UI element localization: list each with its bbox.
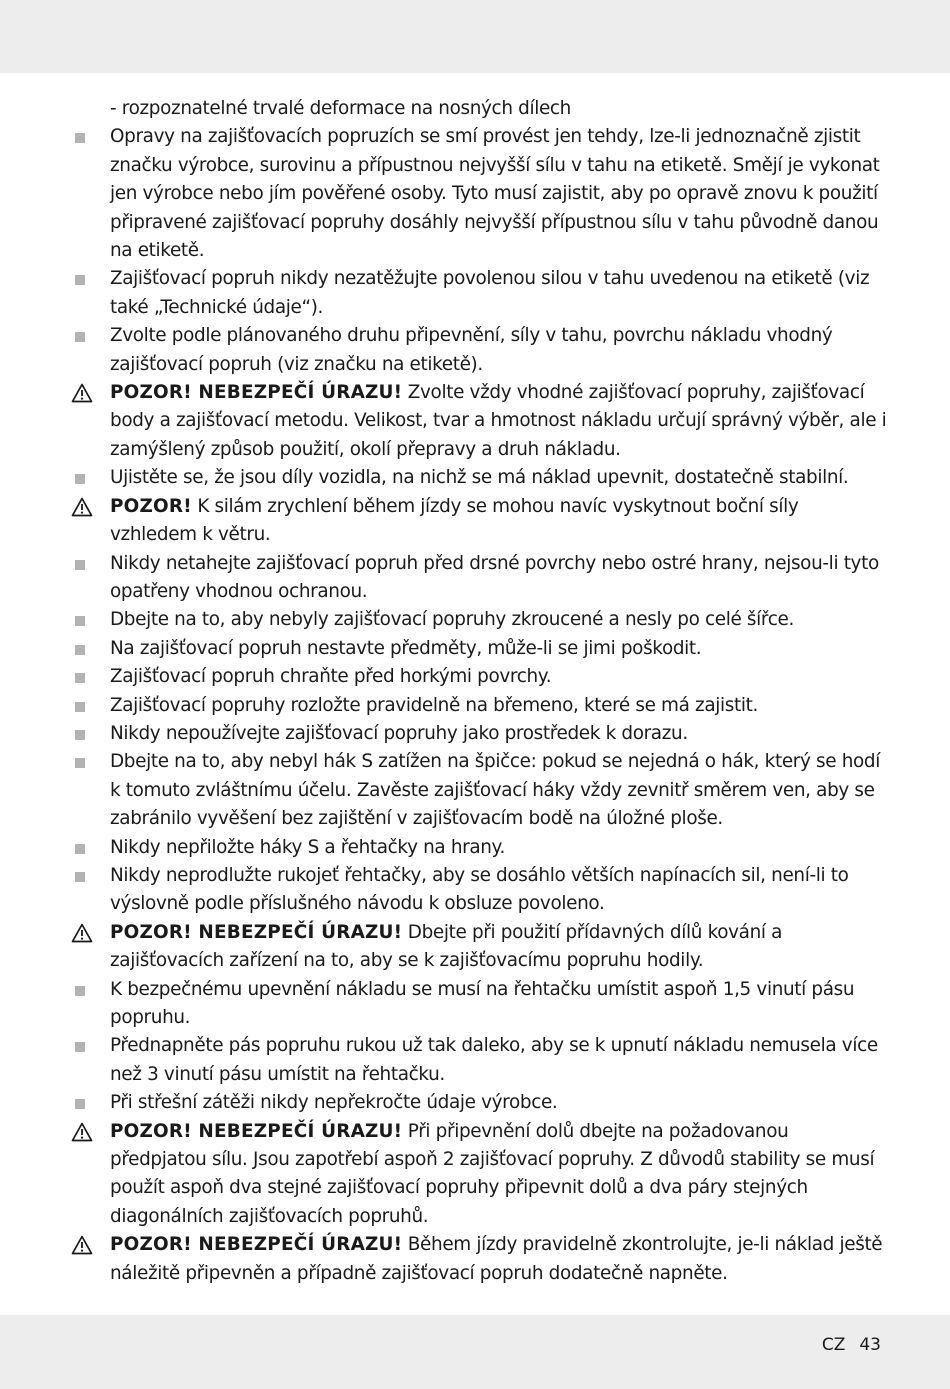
square-bullet-icon — [75, 474, 85, 484]
list-item — [0, 1032, 950, 1089]
warning-item — [0, 1231, 950, 1288]
list-item — [0, 976, 950, 1033]
list-item — [0, 606, 950, 634]
square-bullet-icon — [75, 872, 85, 882]
warning-item — [0, 919, 950, 976]
item-text: Opravy na zajišťovacích popruzích se smí provést jen tehdy, lze-li jednoznačně zjistit značku výrobce, surovinu a přípustnou nejvyšší sílu v tahu na etiketě. Smějí je vykonat jen výrobce nebo jím pověřené osoby. Tyto musí zajistit, aby po opravě znovu k použití připravené zajišťovací popruhy dosáhly nejvyšší přípustnou sílu v tahu původně danou na etiketě. — [110, 126, 880, 262]
list-item — [0, 692, 950, 720]
square-bullet-icon — [75, 730, 85, 740]
warning-label: POZOR! NEBEZPEČÍ ÚRAZU! — [110, 382, 403, 404]
square-bullet-icon — [75, 758, 85, 768]
item-text: Při připevnění dolů dbejte na požadovanou předpjatou sílu. Jsou zapotřebí aspoň 2 zajišťovací popruhy. Z důvodů stability se musí použít aspoň dva stejné zajišťovací popruhy připevnit dolů a dva páry stejných diagonálních zajišťovacích popruhů. — [110, 1120, 875, 1227]
warning-triangle-icon — [71, 1235, 93, 1255]
list-item — [0, 265, 950, 322]
warning-label: POZOR! NEBEZPEČÍ ÚRAZU! — [110, 1234, 403, 1256]
list-item — [0, 322, 950, 379]
list-item — [0, 720, 950, 748]
square-bullet-icon — [75, 275, 85, 285]
square-bullet-icon — [75, 616, 85, 626]
continuation-text — [0, 95, 950, 123]
item-text: K silám zrychlení během jízdy se mohou navíc vyskytnout boční síly vzhledem k větru. — [110, 495, 799, 546]
page-footer — [822, 1331, 881, 1359]
square-bullet-icon — [75, 844, 85, 854]
item-text: Nikdy neprodlužte rukojeť řehtačky, aby se dosáhlo větších napínacích sil, není-li to výslovně podle příslušného návodu k obsluze povoleno. — [110, 864, 849, 915]
warning-triangle-icon — [71, 923, 93, 943]
item-text: Nikdy netahejte zajišťovací popruh před drsné povrchy nebo ostré hrany, nejsou-li tyto opatřeny vhodnou ochranou. — [110, 552, 879, 602]
square-bullet-icon — [75, 1042, 85, 1052]
item-text: Zvolte vždy vhodné zajišťovací popruhy, zajišťovací body a zajišťovací metodu. Velikost, tvar a hmotnost nákladu určují správný výběr, ale i zamýšlený způsob použití, okolí přepravy a druh nákladu. — [110, 382, 887, 460]
page-number: 43 — [859, 1335, 881, 1355]
instructions-list — [0, 95, 950, 1288]
item-text: Během jízdy pravidelně zkontrolujte, je-li náklad ještě náležitě připevněn a případně zajišťovací popruh dodatečně napněte. — [110, 1234, 883, 1284]
square-bullet-icon — [75, 133, 85, 143]
item-text: Přednapněte pás popruhu rukou už tak daleko, aby se k upnutí nákladu nemusela více než 3 vinutí pásu umístit na řehtačku. — [110, 1035, 878, 1085]
item-text: Zajišťovací popruhy rozložte pravidelně na břemeno, které se má zajistit. — [110, 694, 758, 716]
warning-label: POZOR! NEBEZPEČÍ ÚRAZU! — [110, 1120, 403, 1142]
item-text: Zvolte podle plánovaného druhu připevnění, síly v tahu, povrchu nákladu vhodný zajišťovací popruh (viz značku na etiketě). — [110, 325, 833, 375]
square-bullet-icon — [75, 986, 85, 996]
list-item — [0, 862, 950, 919]
item-text: Na zajišťovací popruh nestavte předměty, může-li se jimi poškodit. — [110, 637, 702, 659]
item-text: Nikdy nepoužívejte zajišťovací popruhy jako prostředek k dorazu. — [110, 722, 688, 744]
square-bullet-icon — [75, 673, 85, 683]
list-item — [0, 550, 950, 607]
page-footer-band — [0, 1315, 950, 1389]
list-item — [0, 464, 950, 492]
warning-triangle-icon — [71, 497, 93, 517]
list-item — [0, 834, 950, 862]
square-bullet-icon — [75, 1099, 85, 1109]
list-item — [0, 123, 950, 265]
list-item — [0, 635, 950, 663]
item-text: Zajišťovací popruh nikdy nezatěžujte povolenou silou v tahu uvedenou na etiketě (viz také „Technické údaje“). — [110, 268, 870, 318]
warning-item — [0, 1118, 950, 1232]
warning-item — [0, 493, 950, 550]
list-item — [0, 663, 950, 691]
item-text: - rozpoznatelné trvalé deformace na nosných dílech — [110, 98, 571, 119]
item-text: Zajišťovací popruh chraňte před horkými povrchy. — [110, 666, 552, 688]
page-header-band — [0, 0, 950, 73]
item-text: Dbejte při použití přídavných dílů kování a zajišťovacích zařízení na to, aby se k zajišťovacímu popruhu hodily. — [110, 921, 783, 972]
item-text: Ujistěte se, že jsou díly vozidla, na nichž se má náklad upevnit, dostatečně stabilní. — [110, 467, 849, 489]
warning-triangle-icon — [71, 383, 93, 403]
square-bullet-icon — [75, 332, 85, 342]
warning-label: POZOR! NEBEZPEČÍ ÚRAZU! — [110, 921, 403, 943]
item-text: Dbejte na to, aby nebyl hák S zatížen na špičce: pokud se nejedná o hák, který se hodí k tomuto zvláštnímu účelu. Zavěste zajišťovací háky vždy zevnitř směrem ven, aby se zabránilo vyvěšení bez zajištění v zajišťovacím bodě na úložné ploše. — [110, 751, 881, 830]
item-text: Dbejte na to, aby nebyly zajišťovací popruhy zkroucené a nesly po celé šířce. — [110, 609, 794, 631]
warning-item — [0, 379, 950, 464]
item-text: K bezpečnému upevnění nákladu se musí na řehtačku umístit aspoň 1,5 vinutí pásu popruhu. — [110, 978, 855, 1028]
square-bullet-icon — [75, 645, 85, 655]
warning-triangle-icon — [71, 1122, 93, 1142]
item-text: Při střešní zátěži nikdy nepřekročte údaje výrobce. — [110, 1092, 558, 1114]
language-code: CZ — [821, 1335, 846, 1355]
square-bullet-icon — [75, 560, 85, 570]
item-text: Nikdy nepřiložte háky S a řehtačky na hrany. — [110, 836, 505, 858]
warning-label: POZOR! — [110, 495, 192, 517]
list-item — [0, 748, 950, 833]
list-item — [0, 1089, 950, 1117]
square-bullet-icon — [75, 702, 85, 712]
